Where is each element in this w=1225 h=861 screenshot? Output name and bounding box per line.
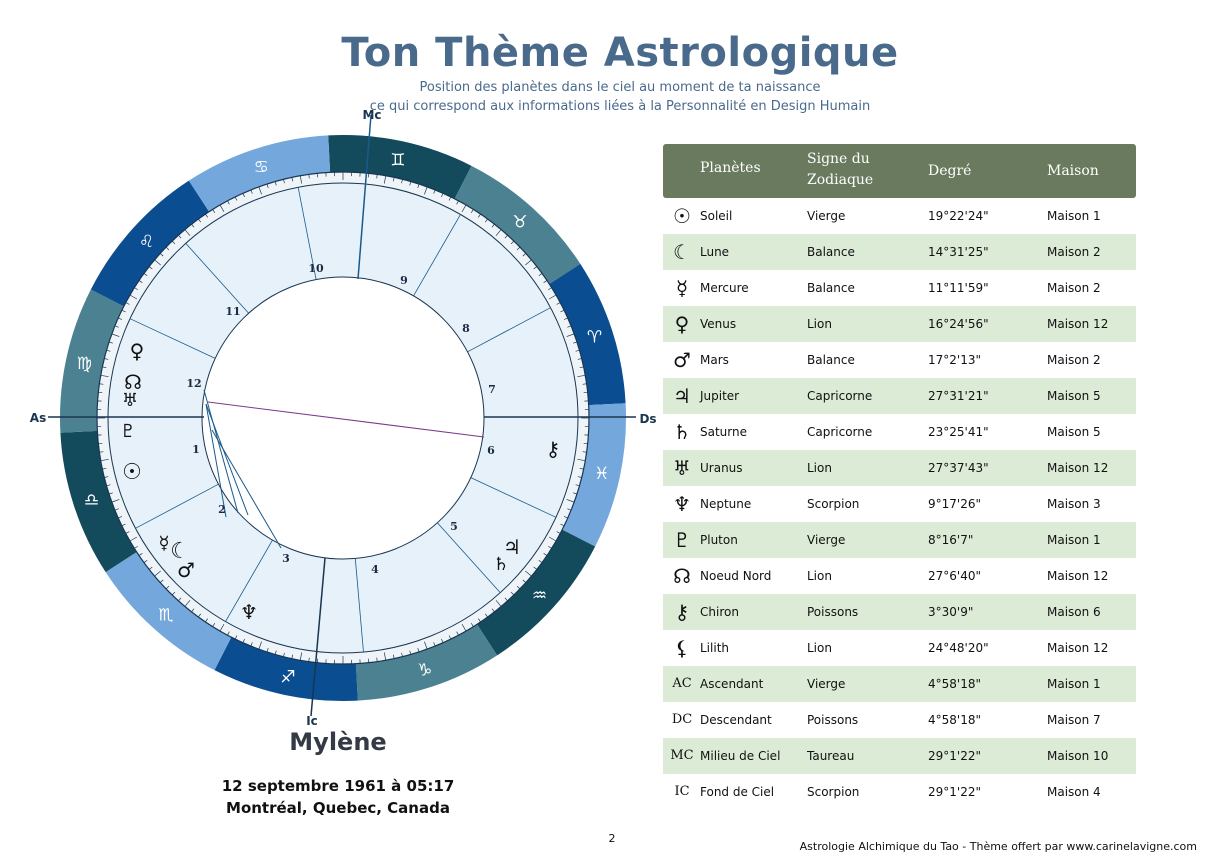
degree-value: 29°1'22" <box>928 749 981 763</box>
mercury-glyph: ☿ <box>158 533 170 554</box>
page-subtitle-line1: Position des planètes dans le ciel au moment de ta naissance <box>419 80 821 95</box>
house-number: 5 <box>450 520 458 533</box>
astrology-wheel <box>0 100 680 740</box>
table-row <box>663 198 1136 234</box>
house-value: Maison 1 <box>1047 677 1101 691</box>
house-number: 4 <box>371 563 379 576</box>
table-body <box>663 198 1136 810</box>
planet-name: Lune <box>700 245 730 259</box>
zodiac-sign: Poissons <box>807 713 859 727</box>
page-subtitle-line2: ce qui correspond aux informations liées à la Personnalité en Design Humain <box>369 99 871 114</box>
planet-name: Uranus <box>700 461 743 475</box>
neptune-glyph: ♆ <box>240 600 258 624</box>
table-row <box>663 522 1136 558</box>
zodiac-sign: Scorpion <box>807 785 860 799</box>
house-value: Maison 5 <box>1047 389 1101 403</box>
sun-glyph: ☉ <box>122 460 142 485</box>
table-header <box>663 144 1136 198</box>
table-row <box>663 270 1136 306</box>
pluto-glyph: ♇ <box>119 421 137 442</box>
table-row <box>663 774 1136 810</box>
planet-symbol-icon: ☉ <box>673 204 691 228</box>
planet-symbol-icon: DC <box>671 712 693 727</box>
uranus-glyph: ♅ <box>121 390 139 411</box>
table-row <box>663 414 1136 450</box>
planet-symbol-icon: ☾ <box>673 240 691 264</box>
ic-label: Ic <box>306 714 318 728</box>
planet-symbol-icon: ♂ <box>673 348 691 372</box>
planet-name: Noeud Nord <box>700 569 772 583</box>
header-house: Maison <box>1047 163 1099 179</box>
planet-symbol-icon: ☊ <box>673 564 691 588</box>
table-row <box>663 702 1136 738</box>
jupiter-glyph: ♃ <box>503 535 521 559</box>
as-label: As <box>29 411 47 425</box>
house-value: Maison 2 <box>1047 353 1101 367</box>
degree-value: 27°31'21" <box>928 389 989 403</box>
planets-table <box>663 144 1136 810</box>
planet-symbol-icon: MC <box>670 748 694 763</box>
header-sign-line1: Signe du <box>807 151 870 167</box>
moon-glyph: ☾ <box>170 539 190 564</box>
house-value: Maison 2 <box>1047 281 1101 295</box>
person-name: Mylène <box>289 728 387 756</box>
degree-value: 27°37'43" <box>928 461 989 475</box>
zodiac-glyph: ♉ <box>512 212 528 233</box>
planet-name: Descendant <box>700 713 772 727</box>
planet-symbol-icon: IC <box>674 784 690 799</box>
birth-date: 12 septembre 1961 à 05:17 <box>221 777 455 795</box>
house-value: Maison 10 <box>1047 749 1109 763</box>
degree-value: 16°24'56" <box>928 317 989 331</box>
header-degree: Degré <box>928 163 972 179</box>
table-row <box>663 450 1136 486</box>
zodiac-glyph: ♍ <box>76 354 92 375</box>
zodiac-glyph: ♏ <box>158 605 174 626</box>
table-row <box>663 558 1136 594</box>
table-row <box>663 630 1136 666</box>
degree-value: 3°30'9" <box>928 605 974 619</box>
table-row <box>663 594 1136 630</box>
zodiac-glyph: ♐ <box>280 667 296 688</box>
degree-value: 27°6'40" <box>928 569 981 583</box>
footer-credit: Astrologie Alchimique du Tao - Thème offert par www.carinelavigne.com <box>799 840 1197 853</box>
house-value: Maison 12 <box>1047 461 1109 475</box>
planet-name: Soleil <box>700 209 733 223</box>
zodiac-glyph: ♋ <box>253 157 269 178</box>
zodiac-sign: Lion <box>807 317 832 331</box>
north-node-glyph: ☊ <box>124 370 142 394</box>
house-value: Maison 6 <box>1047 605 1101 619</box>
house-number: 8 <box>462 322 470 335</box>
page-title: Ton Thème Astrologique <box>341 30 899 76</box>
zodiac-sign: Lion <box>807 461 832 475</box>
planet-symbol-icon: ☿ <box>675 276 689 300</box>
house-value: Maison 12 <box>1047 317 1109 331</box>
planet-symbol-icon: ♇ <box>673 528 691 552</box>
table-row <box>663 666 1136 702</box>
planet-symbol-icon: AC <box>672 676 692 691</box>
zodiac-sign: Lion <box>807 569 832 583</box>
degree-value: 4°58'18" <box>928 677 981 691</box>
zodiac-glyph: ♑ <box>417 660 433 681</box>
zodiac-glyph: ♎ <box>83 490 100 511</box>
zodiac-sign: Capricorne <box>807 425 873 439</box>
venus-glyph: ♀ <box>129 339 145 363</box>
birth-place: Montréal, Quebec, Canada <box>226 799 450 817</box>
planet-symbol-icon: ♃ <box>673 384 691 408</box>
house-value: Maison 5 <box>1047 425 1101 439</box>
planet-name: Ascendant <box>700 677 764 691</box>
degree-value: 23°25'41" <box>928 425 989 439</box>
zodiac-glyph: ♊ <box>390 150 406 171</box>
planet-name: Venus <box>700 317 737 331</box>
planet-symbol-icon: ♅ <box>673 456 691 480</box>
header-sign-line2: Zodiaque <box>807 172 874 188</box>
degree-value: 24°48'20" <box>928 641 989 655</box>
planet-name: Lilith <box>700 641 729 655</box>
planet-name: Chiron <box>700 605 739 619</box>
house-number: 1 <box>192 443 200 456</box>
zodiac-sign: Balance <box>807 353 855 367</box>
house-value: Maison 7 <box>1047 713 1101 727</box>
house-value: Maison 4 <box>1047 785 1101 799</box>
zodiac-sign: Taureau <box>807 749 855 763</box>
table-row <box>663 378 1136 414</box>
mc-label: Mc <box>362 108 382 122</box>
zodiac-glyph: ♈ <box>586 327 603 348</box>
degree-value: 14°31'25" <box>928 245 989 259</box>
house-number: 9 <box>400 274 408 287</box>
planet-symbol-icon: ♄ <box>673 420 691 444</box>
planet-name: Pluton <box>700 533 738 547</box>
house-value: Maison 12 <box>1047 569 1109 583</box>
zodiac-sign: Balance <box>807 245 855 259</box>
planet-symbol-icon: ⚷ <box>674 600 690 624</box>
house-number: 3 <box>282 552 290 565</box>
house-value: Maison 1 <box>1047 209 1101 223</box>
table-row <box>663 342 1136 378</box>
degree-value: 9°17'26" <box>928 497 981 511</box>
table-row <box>663 234 1136 270</box>
center-circle <box>202 277 484 559</box>
house-number: 12 <box>186 377 202 390</box>
zodiac-sign: Lion <box>807 641 832 655</box>
house-value: Maison 3 <box>1047 497 1101 511</box>
zodiac-sign: Scorpion <box>807 497 860 511</box>
house-value: Maison 2 <box>1047 245 1101 259</box>
zodiac-sign: Vierge <box>807 677 846 691</box>
table-row <box>663 738 1136 774</box>
degree-value: 19°22'24" <box>928 209 989 223</box>
zodiac-sign: Capricorne <box>807 389 873 403</box>
planet-name: Fond de Ciel <box>700 785 775 799</box>
degree-value: 11°11'59" <box>928 281 989 295</box>
planet-name: Mercure <box>700 281 749 295</box>
degree-value: 8°16'7" <box>928 533 974 547</box>
house-number: 11 <box>225 305 241 318</box>
zodiac-glyph: ♒ <box>531 585 548 606</box>
house-value: Maison 1 <box>1047 533 1101 547</box>
saturn-glyph: ♄ <box>492 554 510 575</box>
zodiac-glyph: ♌ <box>138 232 155 253</box>
chiron-glyph: ⚷ <box>545 437 561 461</box>
house-number: 7 <box>488 383 496 396</box>
zodiac-sign: Vierge <box>807 209 846 223</box>
page-number: 2 <box>608 832 616 845</box>
table-row <box>663 306 1136 342</box>
degree-value: 17°2'13" <box>928 353 981 367</box>
planet-symbol-icon: ♆ <box>673 492 691 516</box>
planet-symbol-icon: ⚸ <box>674 636 690 660</box>
mars-glyph: ♂ <box>177 558 195 582</box>
house-number: 2 <box>218 503 226 516</box>
degree-value: 4°58'18" <box>928 713 981 727</box>
zodiac-sign: Balance <box>807 281 855 295</box>
planet-name: Saturne <box>700 425 747 439</box>
house-number: 6 <box>487 444 495 457</box>
planet-symbol-icon: ♀ <box>674 312 690 336</box>
zodiac-glyph: ♓ <box>594 463 610 484</box>
table-row <box>663 486 1136 522</box>
planet-name: Mars <box>700 353 729 367</box>
house-number: 10 <box>308 262 324 275</box>
planet-name: Neptune <box>700 497 752 511</box>
house-value: Maison 12 <box>1047 641 1109 655</box>
planet-name: Milieu de Ciel <box>700 749 781 763</box>
ds-label: Ds <box>639 412 657 426</box>
zodiac-sign: Vierge <box>807 533 846 547</box>
degree-value: 29°1'22" <box>928 785 981 799</box>
zodiac-sign: Poissons <box>807 605 859 619</box>
planet-name: Jupiter <box>700 389 740 403</box>
header-planets: Planètes <box>700 160 761 176</box>
